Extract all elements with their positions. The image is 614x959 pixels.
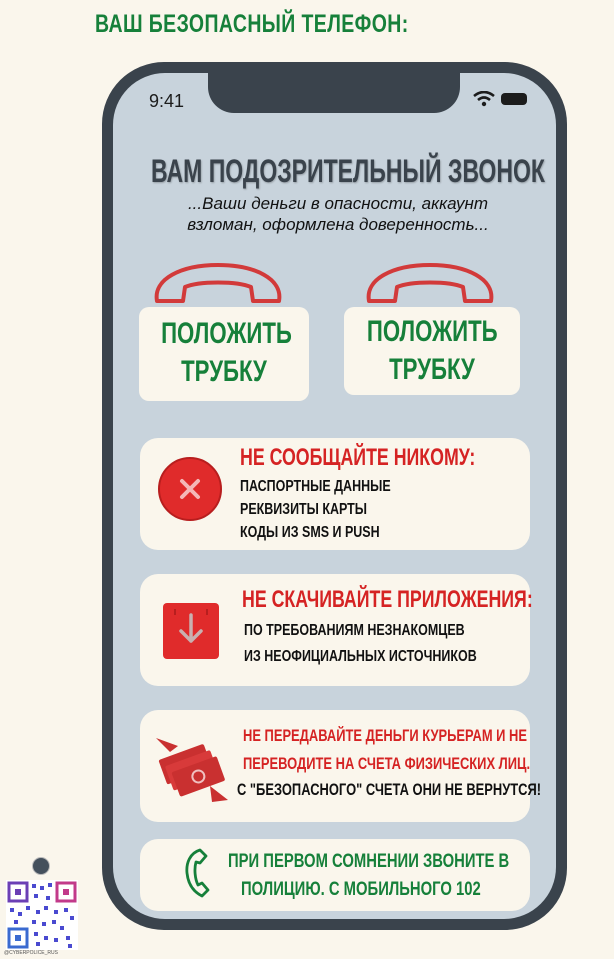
alert-subtitle-line: взломан, оформлена доверенность... [187, 215, 489, 234]
card-heading: ПРИ ПЕРВОМ СОМНЕНИИ ЗВОНИТЕ В [228, 851, 510, 872]
hangup-label: ПОЛОЖИТЬ [366, 315, 498, 348]
dont-share-card [140, 438, 530, 550]
hangup-label: ПОЛОЖИТЬ [161, 317, 292, 350]
card-line: ПО ТРЕБОВАНИЯМ НЕЗНАКОМЦЕВ [244, 622, 465, 639]
hangup-label: ТРУБКУ [389, 353, 475, 386]
card-line: ПАСПОРТНЫЕ ДАННЫЕ [240, 478, 391, 495]
card-heading: НЕ СКАЧИВАЙТЕ ПРИЛОЖЕНИЯ: [242, 586, 533, 613]
card-heading: НЕ ПЕРЕДАВАЙТЕ ДЕНЬГИ КУРЬЕРАМ И НЕ [243, 726, 528, 745]
alert-subtitle [143, 193, 533, 235]
card-heading: НЕ СООБЩАЙТЕ НИКОМУ: [240, 444, 476, 471]
alert-title: ВАМ ПОДОЗРИТЕЛЬНЫЙ ЗВОНОК [151, 153, 545, 189]
card-line: ИЗ НЕОФИЦИАЛЬНЫХ ИСТОЧНИКОВ [244, 648, 477, 665]
avatar [32, 857, 50, 875]
card-heading: ПОЛИЦИЮ. С МОБИЛЬНОГО 102 [241, 879, 481, 900]
call-police-card [140, 839, 530, 911]
dont-transfer-card [140, 710, 542, 822]
flying-money-icon [148, 730, 232, 812]
hangup-label: ТРУБКУ [181, 355, 267, 388]
phone-handset-icon [184, 847, 212, 899]
phone-hangup-icon [151, 259, 285, 309]
qr-code-icon[interactable] [6, 880, 78, 950]
phone-screen [113, 73, 556, 919]
card-line: РЕКВИЗИТЫ КАРТЫ [240, 501, 367, 518]
hangup-button[interactable] [344, 307, 520, 395]
battery-icon [501, 93, 527, 105]
hangup-button[interactable] [139, 307, 309, 401]
phone-notch [208, 73, 460, 113]
wifi-icon [473, 91, 495, 107]
phone-frame [102, 62, 567, 930]
card-line: С "БЕЗОПАСНОГО" СЧЕТА ОНИ НЕ ВЕРНУТСЯ! [237, 780, 542, 799]
dont-download-card [140, 574, 533, 686]
page-title: ВАШ БЕЗОПАСНЫЙ ТЕЛЕФОН: [95, 10, 409, 38]
card-line: КОДЫ ИЗ SMS И PUSH [240, 524, 380, 541]
phone-hangup-icon [363, 259, 497, 309]
qr-caption: @CYBERPOLICE_RUS [4, 950, 58, 956]
alert-subtitle-line: ...Ваши деньги в опасности, аккаунт [187, 194, 489, 213]
status-time: 9:41 [149, 91, 185, 111]
card-heading: ПЕРЕВОДИТЕ НА СЧЕТА ФИЗИЧЕСКИХ ЛИЦ. [243, 754, 531, 773]
download-arrow-icon [161, 601, 221, 661]
x-circle-icon [156, 455, 224, 523]
